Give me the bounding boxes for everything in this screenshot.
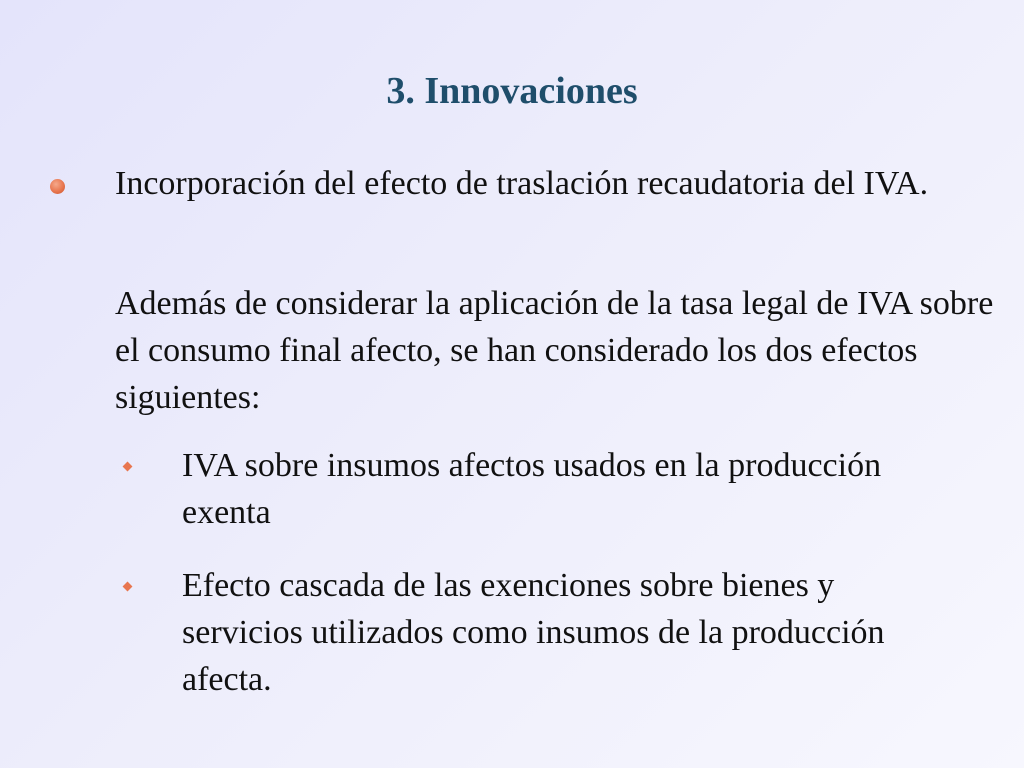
sub-bullet-text-1: IVA sobre insumos afectos usados en la producción exenta xyxy=(182,447,882,531)
slide-title: 3. Innovaciones xyxy=(386,70,638,112)
body-paragraph: Además de considerar la aplicación de la tasa legal de IVA sobre el consumo final afecto, se han considerado los dos efectos siguientes: xyxy=(115,285,994,416)
bullet-text: Incorporación del efecto de traslación recaudatoria del IVA. xyxy=(115,165,929,202)
circle-bullet-icon xyxy=(50,179,65,194)
sub-bullet-text-2: Efecto cascada de las exenciones sobre bienes y servicios utilizados como insumos de la producción afecta. xyxy=(182,567,885,698)
diamond-bullet-icon xyxy=(123,462,133,472)
diamond-bullet-icon xyxy=(123,582,133,592)
